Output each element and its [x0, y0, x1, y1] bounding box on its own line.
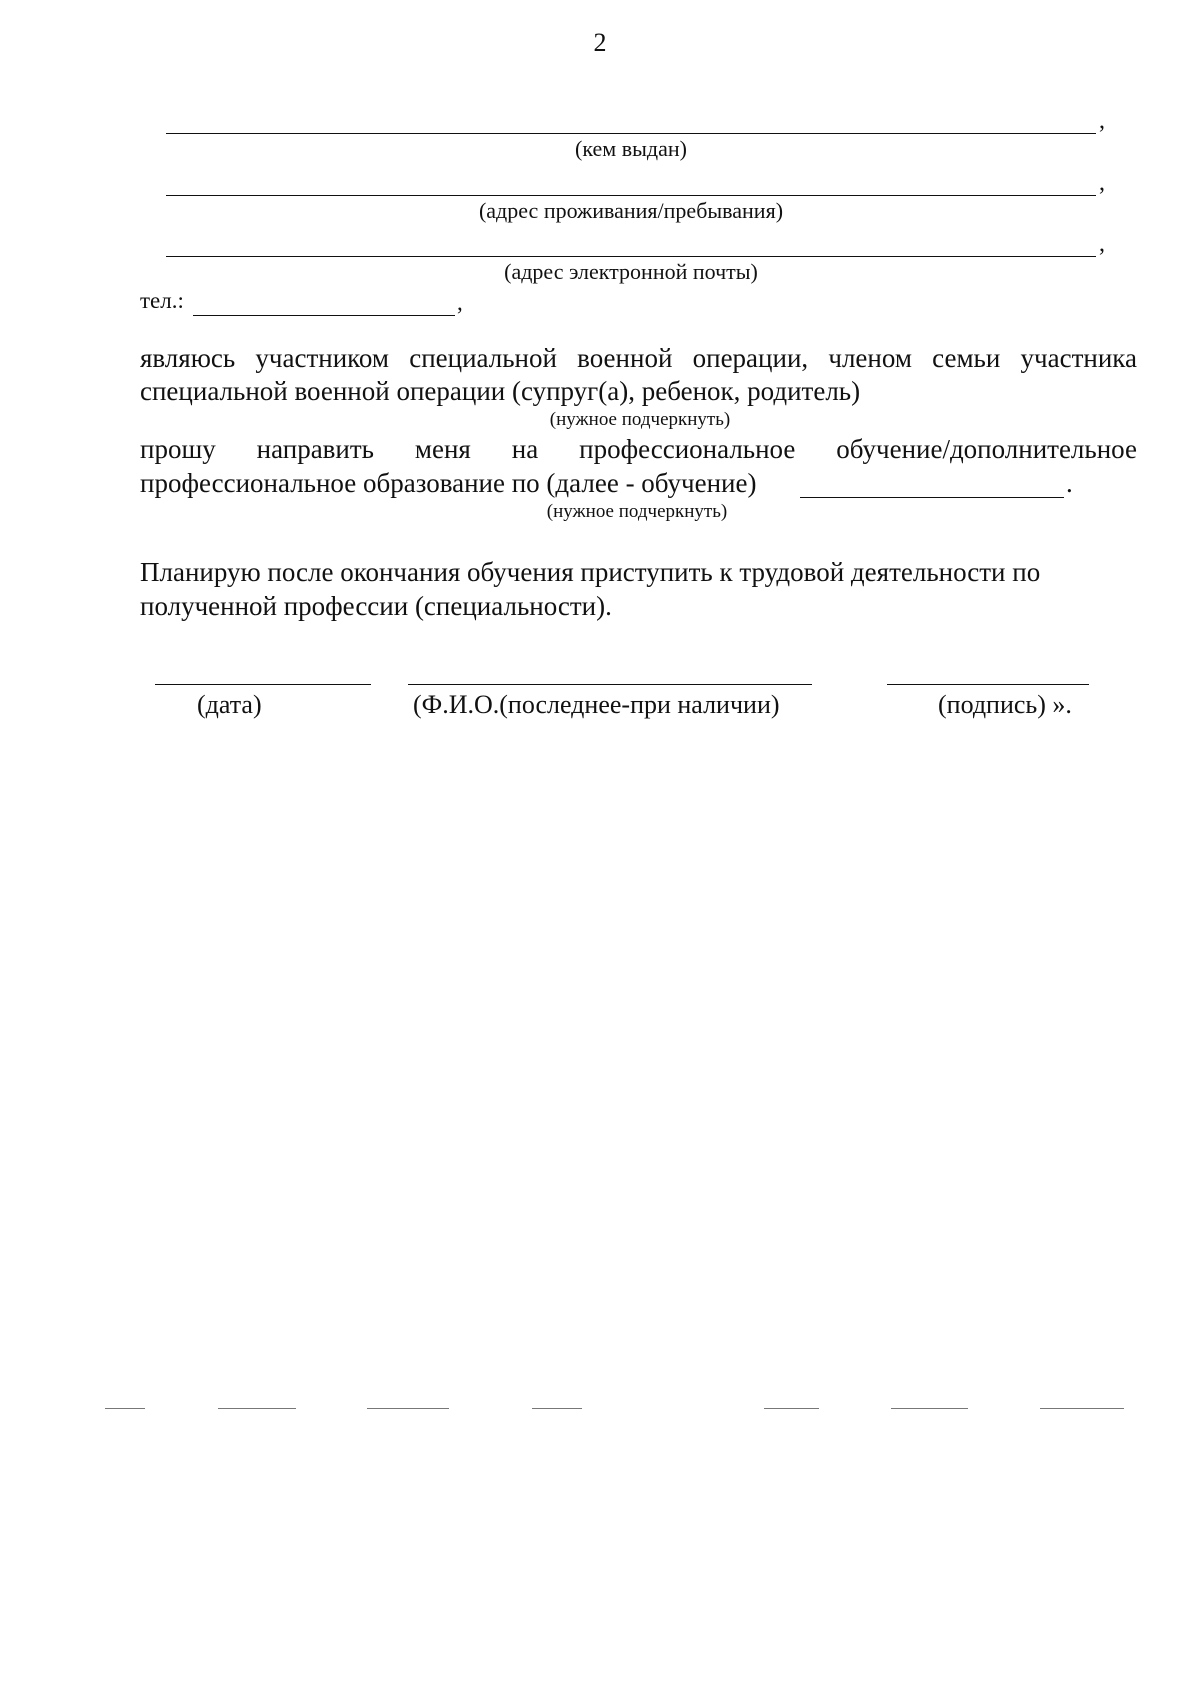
- statement-line-2: специальной военной операции (супруг(а), ребенок, родитель): [140, 376, 861, 406]
- issued-by-comma: ,: [1099, 108, 1105, 134]
- date-label: (дата): [197, 690, 262, 719]
- email-caption: (адрес электронной почты): [504, 259, 758, 284]
- phone-field[interactable]: [193, 290, 455, 316]
- fio-label: (Ф.И.О.(последнее-при наличии): [413, 690, 780, 719]
- email-comma: ,: [1099, 231, 1105, 257]
- phone-label: тел.:: [140, 288, 184, 313]
- address-caption: (адрес проживания/пребывания): [478, 198, 784, 223]
- address-field[interactable]: [166, 170, 1096, 196]
- signature-field[interactable]: [887, 660, 1089, 685]
- underline-note-2: (нужное подчеркнуть): [546, 501, 728, 522]
- plan-line-2: полученной профессии (специальности).: [140, 591, 612, 621]
- scan-artifact-line: [105, 1408, 145, 1409]
- address-comma: ,: [1099, 170, 1105, 196]
- email-field[interactable]: [166, 231, 1096, 257]
- scan-artifact-line: [367, 1408, 449, 1409]
- training-field[interactable]: [800, 471, 1064, 498]
- underline-note-1: (нужное подчеркнуть): [549, 409, 731, 430]
- statement-line-4: профессиональное образование по (далее - обучение): [140, 468, 757, 498]
- date-field[interactable]: [155, 660, 371, 685]
- signature-label: (подпись) ».: [938, 690, 1072, 719]
- issued-by-field[interactable]: [166, 108, 1096, 134]
- scan-artifact-line: [764, 1408, 819, 1409]
- scan-artifact-line: [891, 1408, 968, 1409]
- scan-artifact-line: [1040, 1408, 1124, 1409]
- scan-artifact-line: [532, 1408, 582, 1409]
- phone-comma: ,: [457, 290, 463, 315]
- scan-artifact-line: [218, 1408, 296, 1409]
- statement-line-3: прошу направить меня на профессиональное обучение/дополнительное: [140, 434, 1137, 464]
- plan-line-1: Планирую после окончания обучения приступить к трудовой деятельности по: [140, 557, 1041, 587]
- fio-field[interactable]: [408, 660, 812, 685]
- page-number: 2: [593, 28, 607, 57]
- issued-by-caption: (кем выдан): [575, 136, 687, 161]
- statement-line-4-end: .: [1066, 468, 1073, 498]
- statement-line-1: являюсь участником специальной военной операции, членом семьи участника: [140, 343, 1137, 373]
